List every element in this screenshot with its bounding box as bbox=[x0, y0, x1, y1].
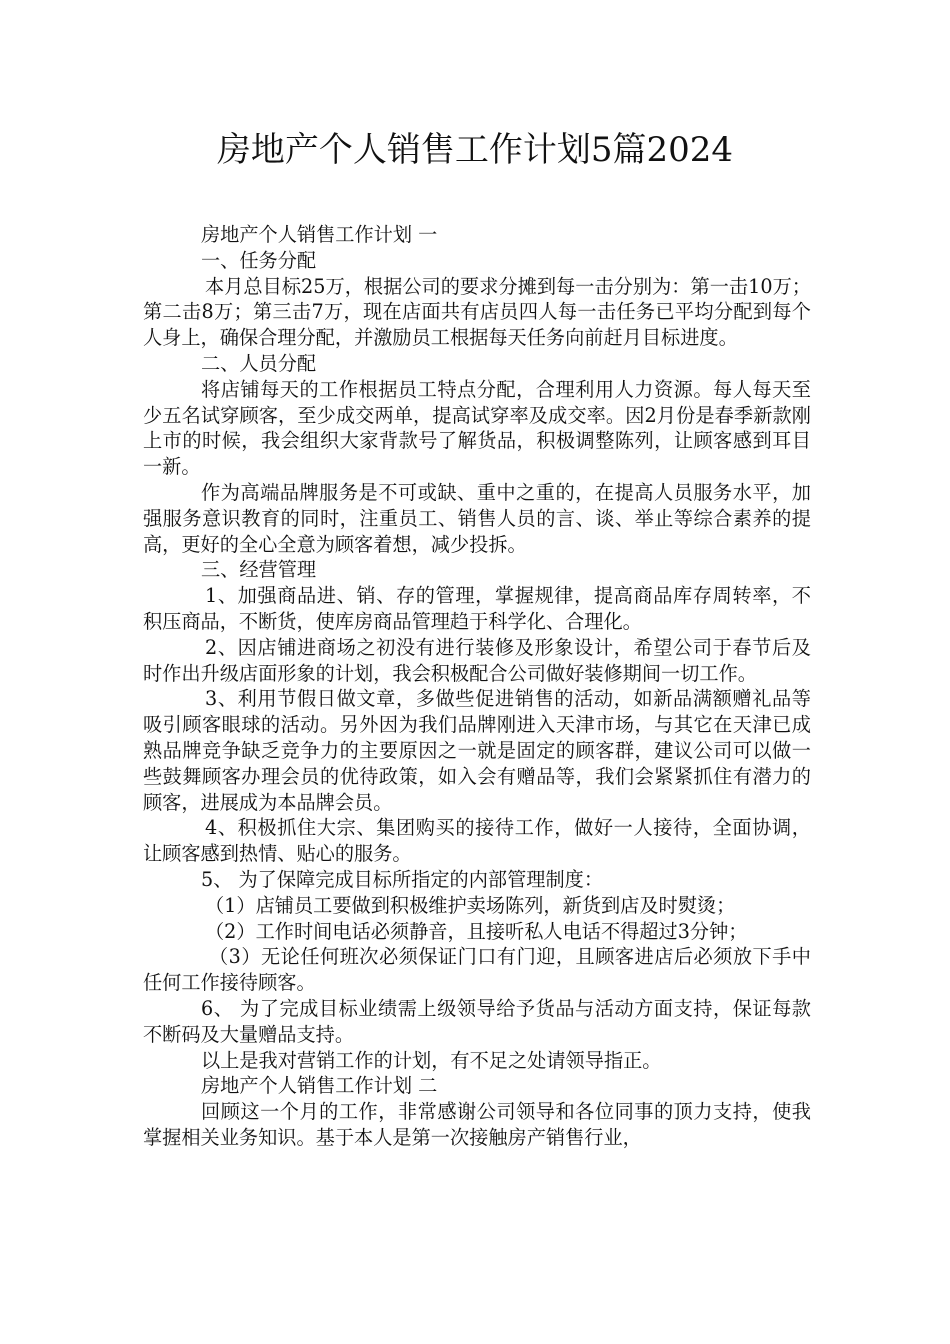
subheading: 二、人员分配 bbox=[201, 351, 317, 375]
section-heading: 房地产个人销售工作计划 二 bbox=[201, 1074, 438, 1098]
sub-list-item: （2）工作时间电话必须静音，且接听私人电话不得超过3分钟； bbox=[205, 919, 748, 943]
list-item: 6、 为了完成目标业绩需上级领导给予货品与活动方面支持，保证每款不断码及大量赠品支持。 bbox=[143, 996, 811, 1046]
paragraph: 以上是我对营销工作的计划，有不足之处请领导指正。 bbox=[201, 1048, 662, 1072]
paragraph: 回顾这一个月的工作，非常感谢公司领导和各位同事的顶力支持，使我掌握相关业务知识。基于本人是第一次接触房产销售行业， bbox=[143, 1100, 811, 1149]
sub-list-item: （3）无论任何班次必须保证门口有门迎，且顾客进店后必须放下手中任何工作接待顾客。 bbox=[143, 945, 811, 995]
paragraph: 本月总目标25万，根据公司的要求分摊到每一击分别为：第一击10万；第二击8万；第三击7万，现在店面共有店员四人每一击任务已平均分配到每个人身上，确保合理分配，并激励员工根据每天任务向前赶月目标进度。 bbox=[143, 274, 811, 350]
list-item: 5、 为了保障完成目标所指定的内部管理制度： bbox=[201, 867, 604, 891]
sub-list-item: （1）店铺员工要做到积极维护卖场陈列，新货到店及时熨烫； bbox=[205, 893, 736, 917]
subheading: 一、任务分配 bbox=[201, 248, 317, 272]
list-item: 2、因店铺进商场之初没有进行装修及形象设计，希望公司于春节后及时作出升级店面形象的计划，我会积极配合公司做好装修期间一切工作。 bbox=[143, 635, 811, 685]
paragraph: 将店铺每天的工作根据员工特点分配，合理利用人力资源。每人每天至少五名试穿顾客，至少成交两单，提高试穿率及成交率。因2月份是春季新款刚上市的时候，我会组织大家背款号了解货品，积极调整陈列，让顾客感到耳目一新。 bbox=[143, 377, 811, 479]
list-item: 1、加强商品进、销、存的管理，掌握规律，提高商品库存周转率，不积压商品，不断货，使库房商品管理趋于科学化、合理化。 bbox=[143, 584, 811, 633]
document-body bbox=[143, 222, 811, 1151]
document-title: 房地产个人销售工作计划5篇2024 bbox=[216, 130, 734, 170]
paragraph: 作为高端品牌服务是不可或缺、重中之重的，在提高人员服务水平，加强服务意识教育的同时，注重员工、销售人员的言、谈、举止等综合素养的提高，更好的全心全意为顾客着想，减少投拆。 bbox=[143, 480, 811, 556]
list-item: 3、利用节假日做文章，多做些促进销售的活动，如新品满额赠礼品等吸引顾客眼球的活动。另外因为我们品牌刚进入天津市场，与其它在天津已成熟品牌竞争缺乏竞争力的主要原因之一就是固定的顾客群，建议公司可以做一些鼓舞顾客办理会员的优待政策，如入会有赠品等，我们会紧紧抓住有潜力的顾客，进展成为本品牌会员。 bbox=[143, 687, 811, 814]
list-item: 4、积极抓住大宗、集团购买的接待工作，做好一人接待，全面协调，让顾客感到热情、贴心的服务。 bbox=[143, 816, 811, 866]
subheading: 三、经营管理 bbox=[201, 558, 317, 582]
section-heading: 房地产个人销售工作计划 一 bbox=[201, 223, 438, 246]
